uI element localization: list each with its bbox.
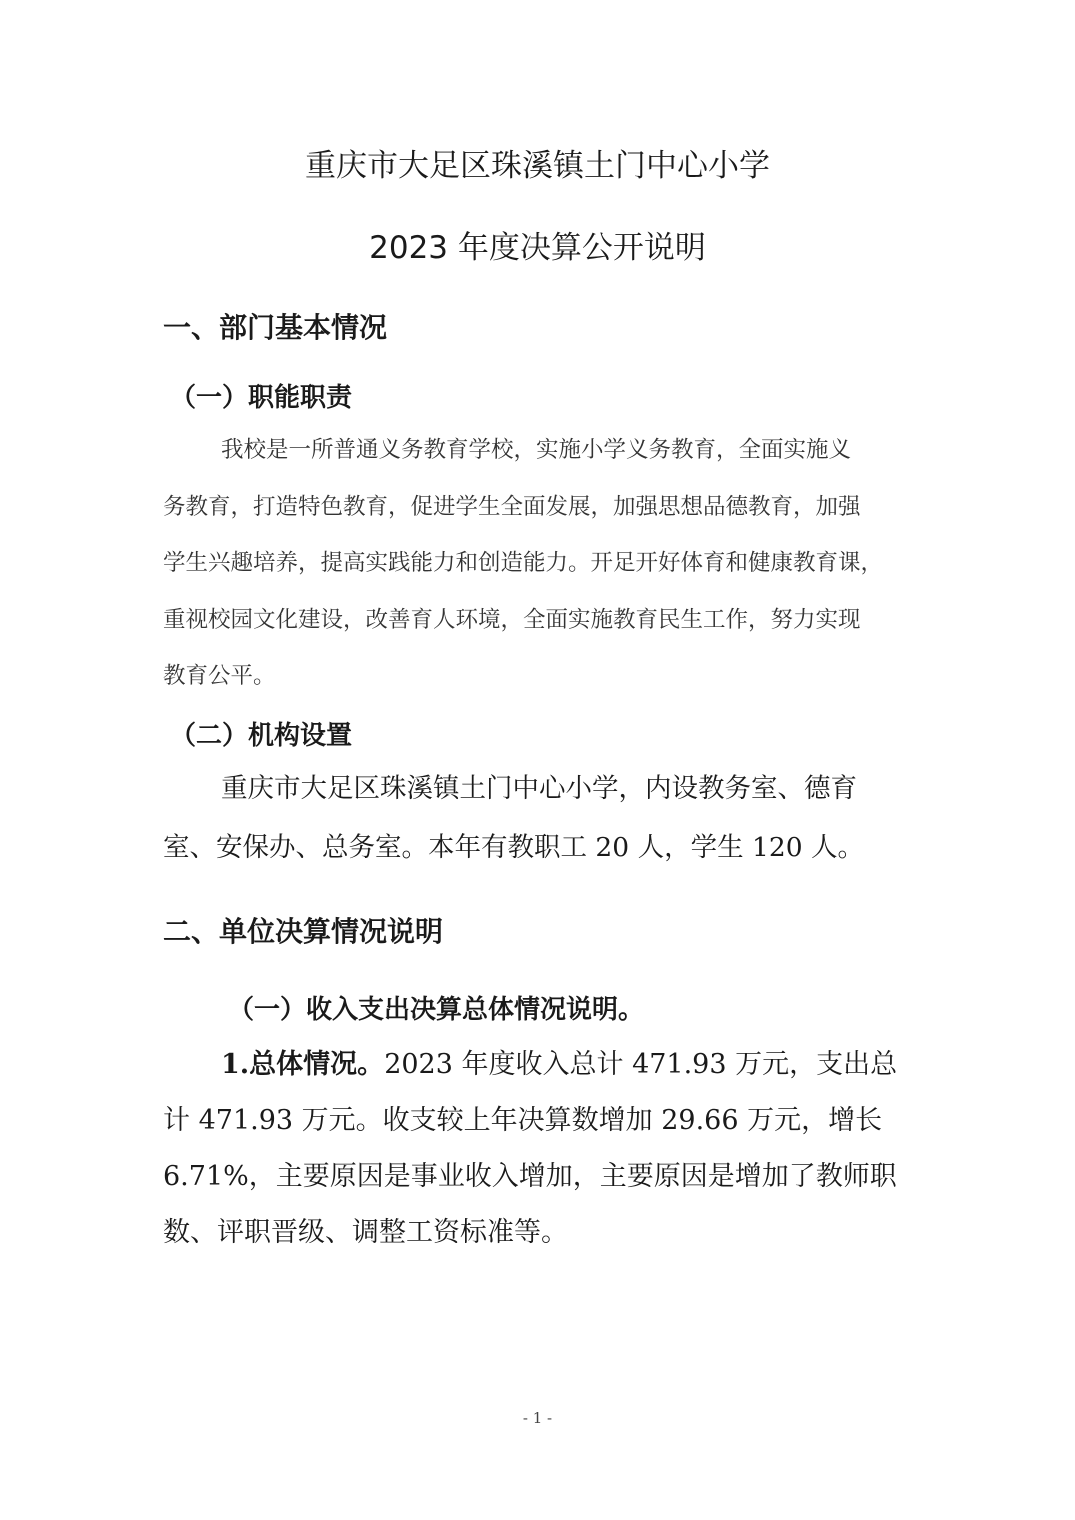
paragraph-line: 计 471.93 万元。收支较上年决算数增加 29.66 万元，增长 xyxy=(163,1105,883,1136)
paragraph-line: 重视校园文化建设，改善育人环境，全面实施教育民生工作，努力实现 xyxy=(163,606,861,633)
section2-sub1-paragraph xyxy=(163,1037,911,1261)
section1-sub2-heading: （二）机构设置 xyxy=(170,721,353,751)
paragraph-line: 重庆市大足区珠溪镇土门中心小学，内设教务室、德育 xyxy=(221,773,857,804)
paragraph-line: 我校是一所普通义务教育学校，实施小学义务教育，全面实施义 xyxy=(221,437,852,463)
paragraph-line xyxy=(163,1037,911,1093)
document-title-line1: 重庆市大足区珠溪镇土门中心小学 xyxy=(305,148,770,184)
section1-sub2-paragraph xyxy=(163,759,911,877)
paragraph-line: 务教育，打造特色教育，促进学生全面发展，加强思想品德教育，加强 xyxy=(163,493,861,520)
paragraph-line: 学生兴趣培养，提高实践能力和创造能力。开足开好体育和健康教育课， xyxy=(163,550,884,576)
document-title-line2: 2023 年度决算公开说明 xyxy=(369,230,706,266)
page-number: - 1 - xyxy=(522,1409,553,1427)
section1-heading: 一、部门基本情况 xyxy=(163,311,388,344)
paragraph-line: 教育公平。 xyxy=(163,663,276,689)
section2-heading: 二、单位决算情况说明 xyxy=(163,915,444,948)
overall-text: 2023 年度收入总计 471.93 万元，支出总 xyxy=(384,1049,898,1080)
section1-sub1-paragraph xyxy=(163,422,911,705)
overall-label: 1.总体情况。 xyxy=(221,1049,385,1080)
paragraph-line: 室、安保办、总务室。本年有教职工 20 人，学生 120 人。 xyxy=(163,832,864,863)
section2-sub1-heading: （一）收入支出决算总体情况说明。 xyxy=(228,995,645,1025)
section1-sub1-heading: （一）职能职责 xyxy=(170,383,353,413)
paragraph-line: 数、评职晋级、调整工资标准等。 xyxy=(163,1217,568,1248)
paragraph-line: 6.71%，主要原因是事业收入增加，主要原因是增加了教师职 xyxy=(163,1161,897,1192)
